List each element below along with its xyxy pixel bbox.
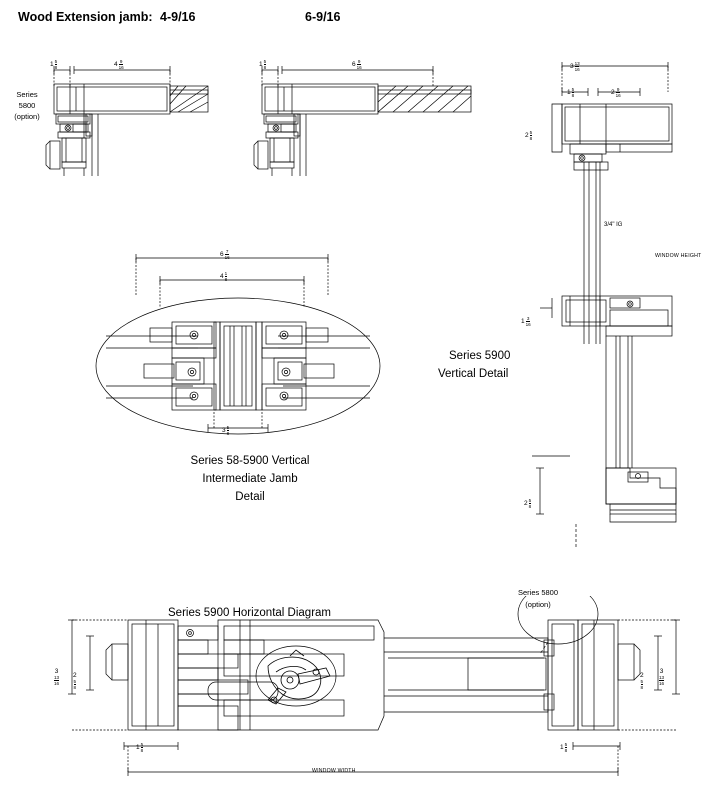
intermediate-jamb-drawing bbox=[88, 236, 398, 451]
window-height-label: WINDOW HEIGHT bbox=[655, 253, 702, 259]
dim-hd-left-a: 3 $\frac{13}{16}$ bbox=[54, 668, 60, 686]
vertical-detail-caption-line1: Series 5900 bbox=[449, 350, 511, 362]
intermediate-jamb-caption-line3: Detail bbox=[235, 491, 265, 503]
dim-vd-top-a: 1 $\frac{5}{8}$ bbox=[567, 86, 575, 98]
head-detail-6916-drawing bbox=[248, 46, 488, 176]
dim-hd-left-b: 2 $\frac{5}{8}$ bbox=[73, 672, 77, 690]
dim-tl-left: 1 $\frac{5}{8}$ bbox=[50, 58, 58, 70]
series-5800-label-line2: 5800 bbox=[18, 101, 36, 110]
series-5800-label-line1: Series bbox=[16, 90, 38, 99]
dim-vd-left-c: 2 $\frac{5}{8}$ bbox=[524, 497, 532, 509]
horizontal-diagram-drawing bbox=[28, 596, 708, 786]
horizontal-diagram-caption: Series 5900 Horizontal Diagram bbox=[168, 607, 331, 619]
vertical-detail-caption-line2: Vertical Detail bbox=[438, 368, 509, 380]
dim-ij-outer: 6 $\frac{7}{16}$ bbox=[220, 248, 230, 260]
dim-hd-right-b: 2 $\frac{5}{8}$ bbox=[640, 672, 644, 690]
page-title-dim-2: 6-9/16 bbox=[305, 10, 341, 24]
dim-vd-top-overall: 3 $\frac{13}{16}$ bbox=[570, 60, 580, 72]
dim-tl-top: 4 $\frac{9}{16}$ bbox=[114, 58, 124, 70]
dim-ij-bottom: 3 $\frac{5}{8}$ bbox=[222, 424, 230, 436]
intermediate-jamb-caption-line1: Series 58-5900 Vertical bbox=[190, 455, 310, 467]
dim-ij-inner: 4 $\frac{1}{8}$ bbox=[220, 270, 228, 282]
vertical-detail-drawing bbox=[510, 48, 710, 548]
head-detail-4916-drawing bbox=[40, 46, 220, 176]
dim-vd-left-a: 2 $\frac{5}{8}$ bbox=[525, 129, 533, 141]
series-5800-label-line3: (option) bbox=[14, 112, 40, 121]
dim-hd-right-c: 1 $\frac{5}{8}$ bbox=[560, 741, 568, 753]
page-title-dim-1: 4-9/16 bbox=[160, 10, 196, 24]
dim-hd-left-c: 1 $\frac{5}{8}$ bbox=[136, 741, 144, 753]
dim-vd-top-b: 2 $\frac{9}{16}$ bbox=[611, 86, 621, 98]
dim-hd-right-a: 3 $\frac{13}{16}$ bbox=[659, 668, 665, 686]
page-title: Wood Extension jamb: bbox=[18, 10, 153, 24]
dim-tr-top: 6 $\frac{9}{16}$ bbox=[352, 58, 362, 70]
bubble-series-5800-line1: Series 5800 bbox=[517, 588, 559, 597]
dim-tr-left: 1 $\frac{5}{8}$ bbox=[259, 58, 267, 70]
glass-note: 3/4" IG bbox=[604, 222, 623, 228]
dim-vd-left-b: 1 $\frac{3}{16}$ bbox=[521, 315, 531, 327]
bubble-series-5800-line2: (option) bbox=[525, 600, 551, 609]
intermediate-jamb-caption-line2: Intermediate Jamb bbox=[202, 473, 298, 485]
window-width-label: WINDOW WIDTH bbox=[312, 768, 356, 774]
